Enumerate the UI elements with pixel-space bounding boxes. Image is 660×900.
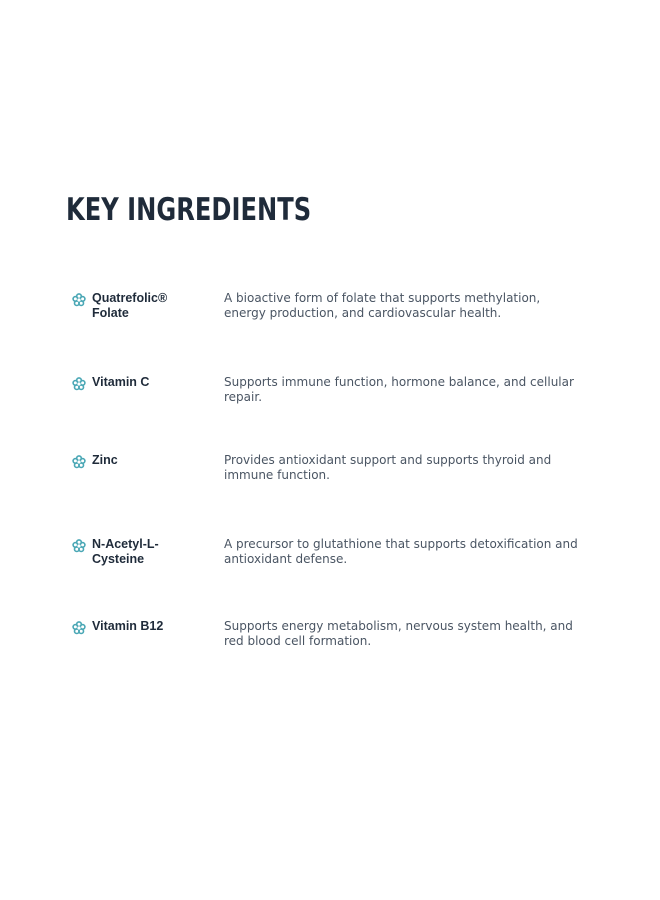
ingredient-description: A precursor to glutathione that supports detoxification and antioxidant defense. [224,537,578,566]
ingredient-name: N-Acetyl-L-Cysteine [92,537,159,566]
page-title: KEY INGREDIENTS [66,192,312,228]
ingredient-name: Vitamin C [92,375,150,389]
ingredient-name: Zinc [92,453,118,467]
ingredient-description: Provides antioxidant support and supports thyroid and immune function. [224,453,552,482]
ingredient-description: Supports immune function, hormone balance, and cellular repair. [224,375,574,404]
flower-icon [72,377,86,391]
ingredient-name: Vitamin B12 [92,619,164,633]
flower-icon [72,293,86,307]
ingredient-description: A bioactive form of folate that supports methylation, energy production, and cardiovascular health. [224,291,541,320]
flower-icon [72,539,86,553]
flower-icon [72,455,86,469]
ingredient-description: Supports energy metabolism, nervous system health, and red blood cell formation. [224,619,573,648]
flower-icon [72,621,86,635]
ingredient-name: Quatrefolic® Folate [92,291,168,320]
